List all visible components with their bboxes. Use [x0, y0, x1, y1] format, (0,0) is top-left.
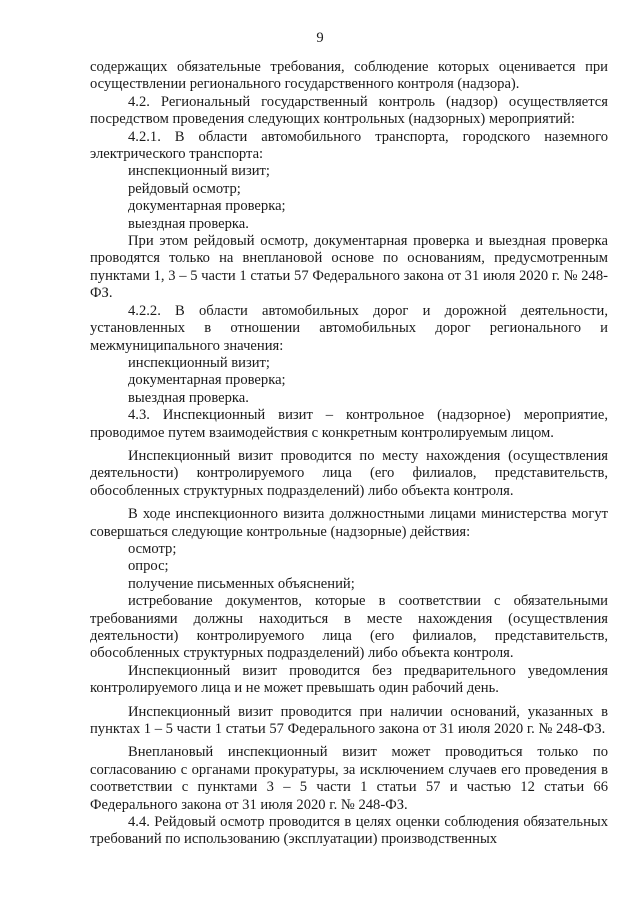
list-item: опрос;	[128, 558, 169, 575]
paragraph: 4.2. Региональный государственный контроль (надзор) осуществляется посредством проведения следующих контрольных (надзорных) мероприятий:	[90, 93, 608, 128]
list-item: документарная проверка;	[128, 198, 286, 215]
document-body	[90, 59, 608, 849]
paragraph: 4.2.1. В области автомобильного транспорта, городского наземного электрического транспорта:	[90, 128, 608, 163]
list-item: получение письменных объяснений;	[128, 575, 355, 592]
list-item: осмотр;	[128, 540, 177, 557]
paragraph: 4.4. Рейдовый осмотр проводится в целях оценки соблюдения обязательных требований по использованию (эксплуатации) производственных	[90, 814, 608, 848]
list-item: инспекционный визит;	[128, 354, 270, 371]
paragraph: 4.2.2. В области автомобильных дорог и дорожной деятельности, установленных в отношении автомобильных дорог регионального и межмуниципального значения:	[90, 302, 608, 354]
paragraph: При этом рейдовый осмотр, документарная проверка и выездная проверка проводятся только на внеплановой основе по основаниям, предусмотренным пунктами 1, 3 – 5 части 1 статьи 57 Федерального закона от 31 июля 2020 г. № 248-ФЗ.	[90, 233, 608, 302]
page-number: 9	[316, 30, 324, 46]
paragraph: Инспекционный визит проводится при наличии оснований, указанных в пунктах 1 – 5 части 1 статьи 57 Федерального закона от 31 июля 2020 г. № 248-ФЗ.	[90, 703, 608, 738]
list-item: инспекционный визит;	[128, 163, 270, 180]
paragraph: Внеплановый инспекционный визит может проводиться только по согласованию с органами прокуратуры, за исключением случаев его проведения в соответствии с пунктами 3 – 5 части 1 статьи 57 и частью 12 статьи 66 Федерального закона от 31 июля 2020 г. № 248-ФЗ.	[90, 744, 608, 813]
list-item: выездная проверка.	[128, 215, 249, 232]
paragraph: Инспекционный визит проводится по месту нахождения (осуществления деятельности) контролируемого лица (его филиалов, представительств, обособленных структурных подразделений) либо объекта контроля.	[90, 447, 608, 499]
list-item: выездная проверка.	[128, 389, 249, 406]
paragraph: содержащих обязательные требования, соблюдение которых оценивается при осуществлении регионального государственного контроля (надзора).	[90, 59, 608, 93]
list-item: документарная проверка;	[128, 372, 286, 389]
paragraph: 4.3. Инспекционный визит – контрольное (надзорное) мероприятие, проводимое путем взаимодействия с конкретным контролируемым лицом.	[90, 407, 608, 441]
list-item: рейдовый осмотр;	[128, 180, 241, 197]
paragraph: истребование документов, которые в соответствии с обязательными требованиями должны находиться в месте нахождения (осуществления деятельности) контролируемого лица (его филиалов, представительств, обособленных структурных подразделений) либо объекта контроля.	[90, 593, 608, 662]
paragraph: Инспекционный визит проводится без предварительного уведомления контролируемого лица и не может превышать один рабочий день.	[90, 662, 608, 697]
paragraph: В ходе инспекционного визита должностными лицами министерства могут совершаться следующие контрольные (надзорные) действия:	[90, 506, 608, 540]
